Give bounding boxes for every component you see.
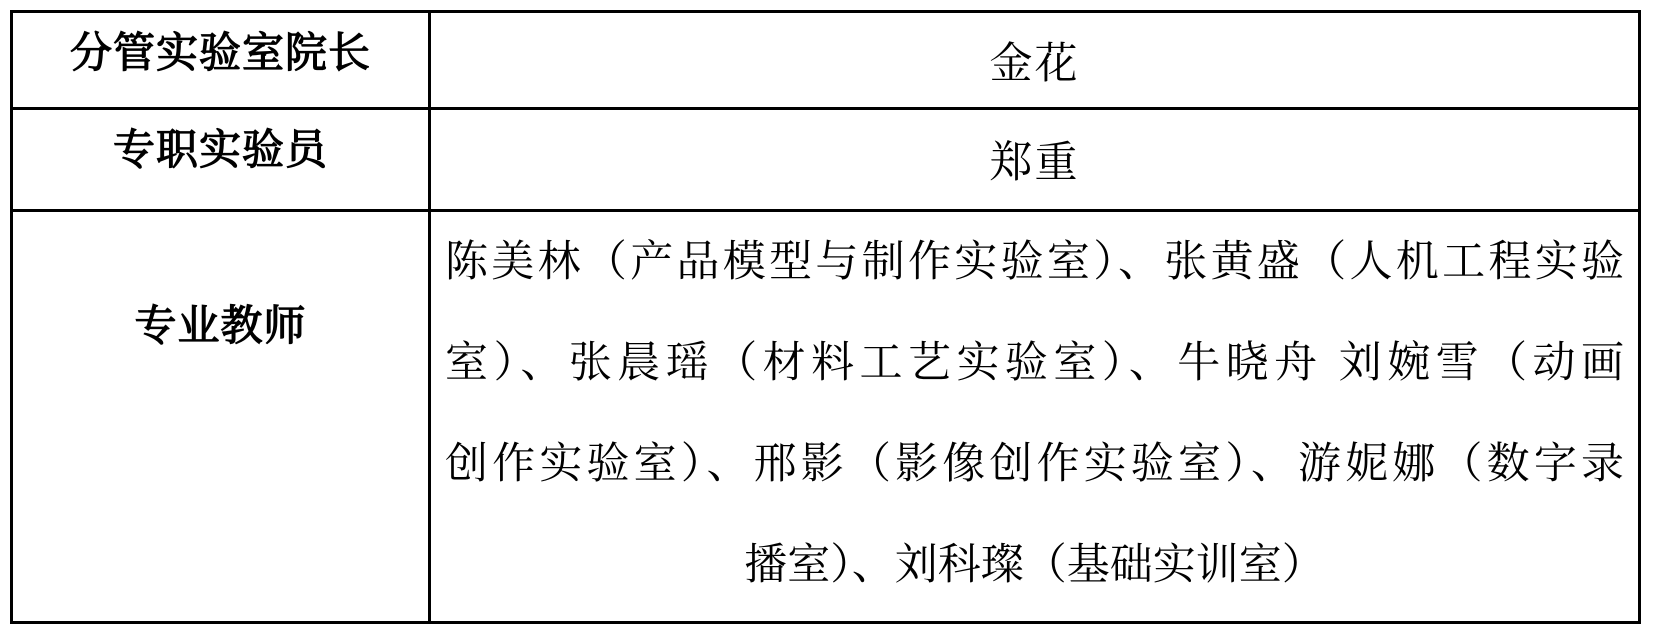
teachers-line-1: 陈美林（产品模型与制作实验室）、张黄盛（人机工程实验 [445, 239, 1624, 286]
value-cell-lab-technician: 郑重 [989, 140, 1080, 187]
teachers-line-2: 室）、张晨瑶（材料工艺实验室）、牛晓舟 刘婉雪（动画 [445, 340, 1624, 387]
label-cell-teachers: 专业教师 [13, 212, 431, 621]
label-cell-lab-technician: 专职实验员 [13, 110, 431, 209]
table-row-lab-dean [13, 13, 1638, 110]
value-cell-lab-dean: 金花 [989, 40, 1080, 88]
teachers-line-3: 创作实验室）、邢影（影像创作实验室）、游妮娜（数字录 [445, 441, 1624, 488]
table-row-lab-technician [13, 110, 1638, 212]
teachers-line-4: 播室）、刘科璨（基础实训室） [744, 542, 1325, 589]
value-cell-teachers [431, 212, 1638, 621]
label-cell-lab-dean: 分管实验室院长 [13, 13, 431, 107]
table-row-teachers [13, 212, 1638, 621]
staff-table [10, 10, 1641, 624]
